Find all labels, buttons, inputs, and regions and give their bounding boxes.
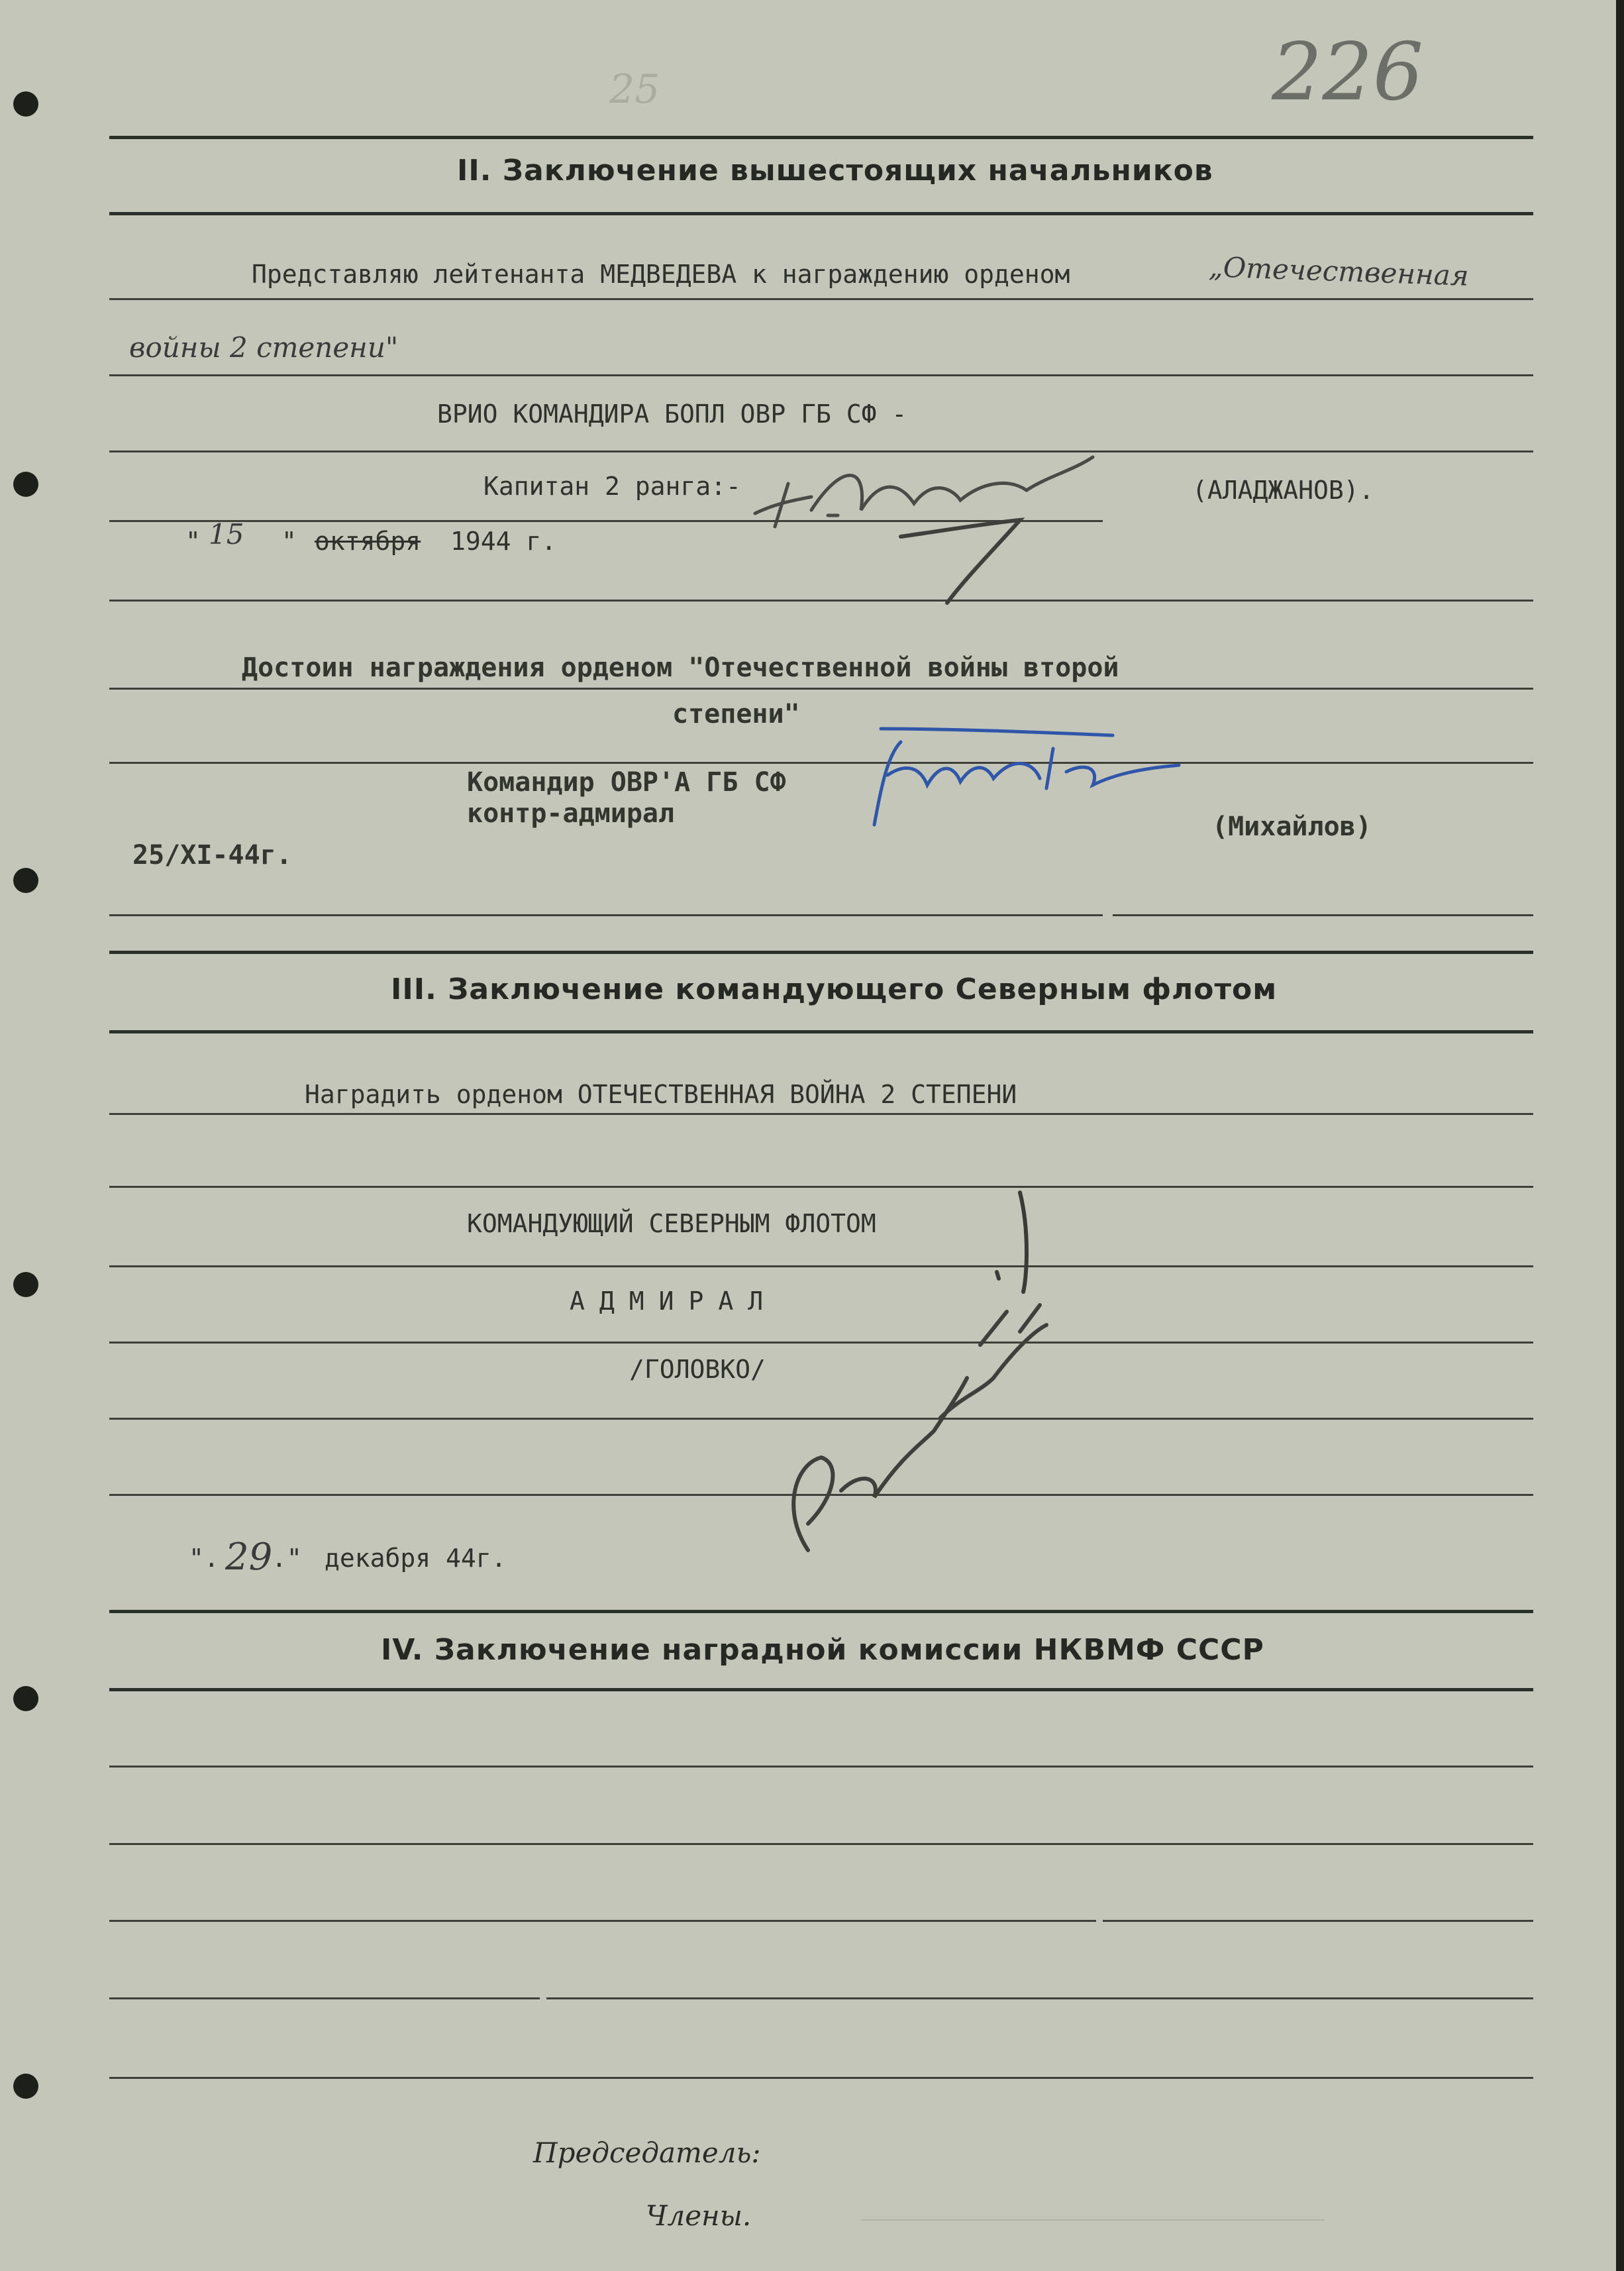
form-line <box>109 520 1103 522</box>
form-line <box>109 600 1533 602</box>
section3-date-rest: декабря 44г. <box>325 1544 507 1573</box>
faint-footer-print <box>861 2219 1325 2221</box>
punch-hole <box>13 868 38 893</box>
form-line <box>1103 1920 1533 1922</box>
form-line <box>109 1494 1533 1496</box>
commander-name: (Михайлов) <box>1212 812 1372 842</box>
commander-title: Командир ОВР'А ГБ СФ <box>467 767 786 798</box>
decision-line-1: Достоин награждения орденом "Отечественной войны второй <box>242 653 1119 683</box>
form-line <box>109 762 1533 764</box>
punch-hole <box>13 1686 38 1711</box>
form-line <box>109 1997 540 1999</box>
punch-hole <box>13 91 38 117</box>
signature-aladzhanov <box>748 437 1119 609</box>
date-day: 15 <box>209 518 244 551</box>
form-line <box>109 2077 1533 2079</box>
section3-title: КОМАНДУЮЩИЙ СЕВЕРНЫМ ФЛОТОМ <box>467 1209 876 1238</box>
form-line <box>109 374 1533 376</box>
nomination-text: Представляю лейтенанта МЕДВЕДЕВА к награждению орденом <box>252 260 1070 289</box>
section-divider <box>109 136 1533 139</box>
signature-mikhailov <box>861 715 1192 835</box>
commander-date: 25/XI-44г. <box>132 840 292 871</box>
form-line <box>109 1113 1533 1115</box>
page-number: 226 <box>1272 26 1424 119</box>
date-quote-open: " <box>185 527 201 556</box>
section3-heading: III. Заключение командующего Северным флотом <box>391 973 1278 1006</box>
signature-golovko <box>768 1179 1086 1577</box>
date-quote-close: " <box>281 527 297 556</box>
section-divider <box>109 1688 1533 1691</box>
form-line <box>109 914 1103 916</box>
section3-date-quote-open: ". <box>189 1544 219 1573</box>
section3-date-day: 29 <box>225 1536 273 1579</box>
form-line <box>109 1920 1096 1922</box>
nomination-hand-2: войны 2 степени" <box>129 331 399 364</box>
chairman-label: Председатель: <box>533 2137 761 2169</box>
nomination-hand-1: „Отечественная <box>1208 250 1470 292</box>
punch-hole <box>13 2074 38 2099</box>
signer-title: ВРИО КОМАНДИРА БОПЛ ОВР ГБ СФ - <box>437 399 907 429</box>
commander-rank: контр-адмирал <box>467 798 675 829</box>
section-divider <box>109 212 1533 215</box>
section4-heading: IV. Заключение наградной комиссии НКВМФ СССР <box>381 1633 1264 1667</box>
date-month: октября <box>315 527 421 556</box>
members-label: Члены. <box>646 2199 752 2232</box>
section3-decision: Наградить орденом ОТЕЧЕСТВЕННАЯ ВОЙНА 2 СТЕПЕНИ <box>305 1080 1017 1109</box>
section3-rank: АДМИРАЛ <box>570 1287 778 1316</box>
section2-heading: II. Заключение вышестоящих начальников <box>457 154 1213 187</box>
section3-date-quote-close: ." <box>272 1544 302 1573</box>
decision-line-2: степени" <box>672 699 800 729</box>
signer-name: (АЛАДЖАНОВ). <box>1192 476 1374 505</box>
form-line <box>109 1766 1533 1768</box>
page-number-faint: 25 <box>609 66 660 113</box>
form-line <box>1113 914 1533 916</box>
form-line <box>109 688 1533 690</box>
date-year: 1944 г. <box>450 527 557 556</box>
punch-hole <box>13 1272 38 1297</box>
form-line <box>109 1843 1533 1845</box>
section-divider <box>109 1030 1533 1033</box>
section3-name: /ГОЛОВКО/ <box>629 1355 766 1384</box>
form-line <box>546 1997 1533 1999</box>
section-divider <box>109 951 1533 954</box>
punch-hole <box>13 472 38 497</box>
form-line <box>109 298 1533 300</box>
section-divider <box>109 1610 1533 1613</box>
signer-rank: Капитан 2 ранга:- <box>483 472 741 501</box>
